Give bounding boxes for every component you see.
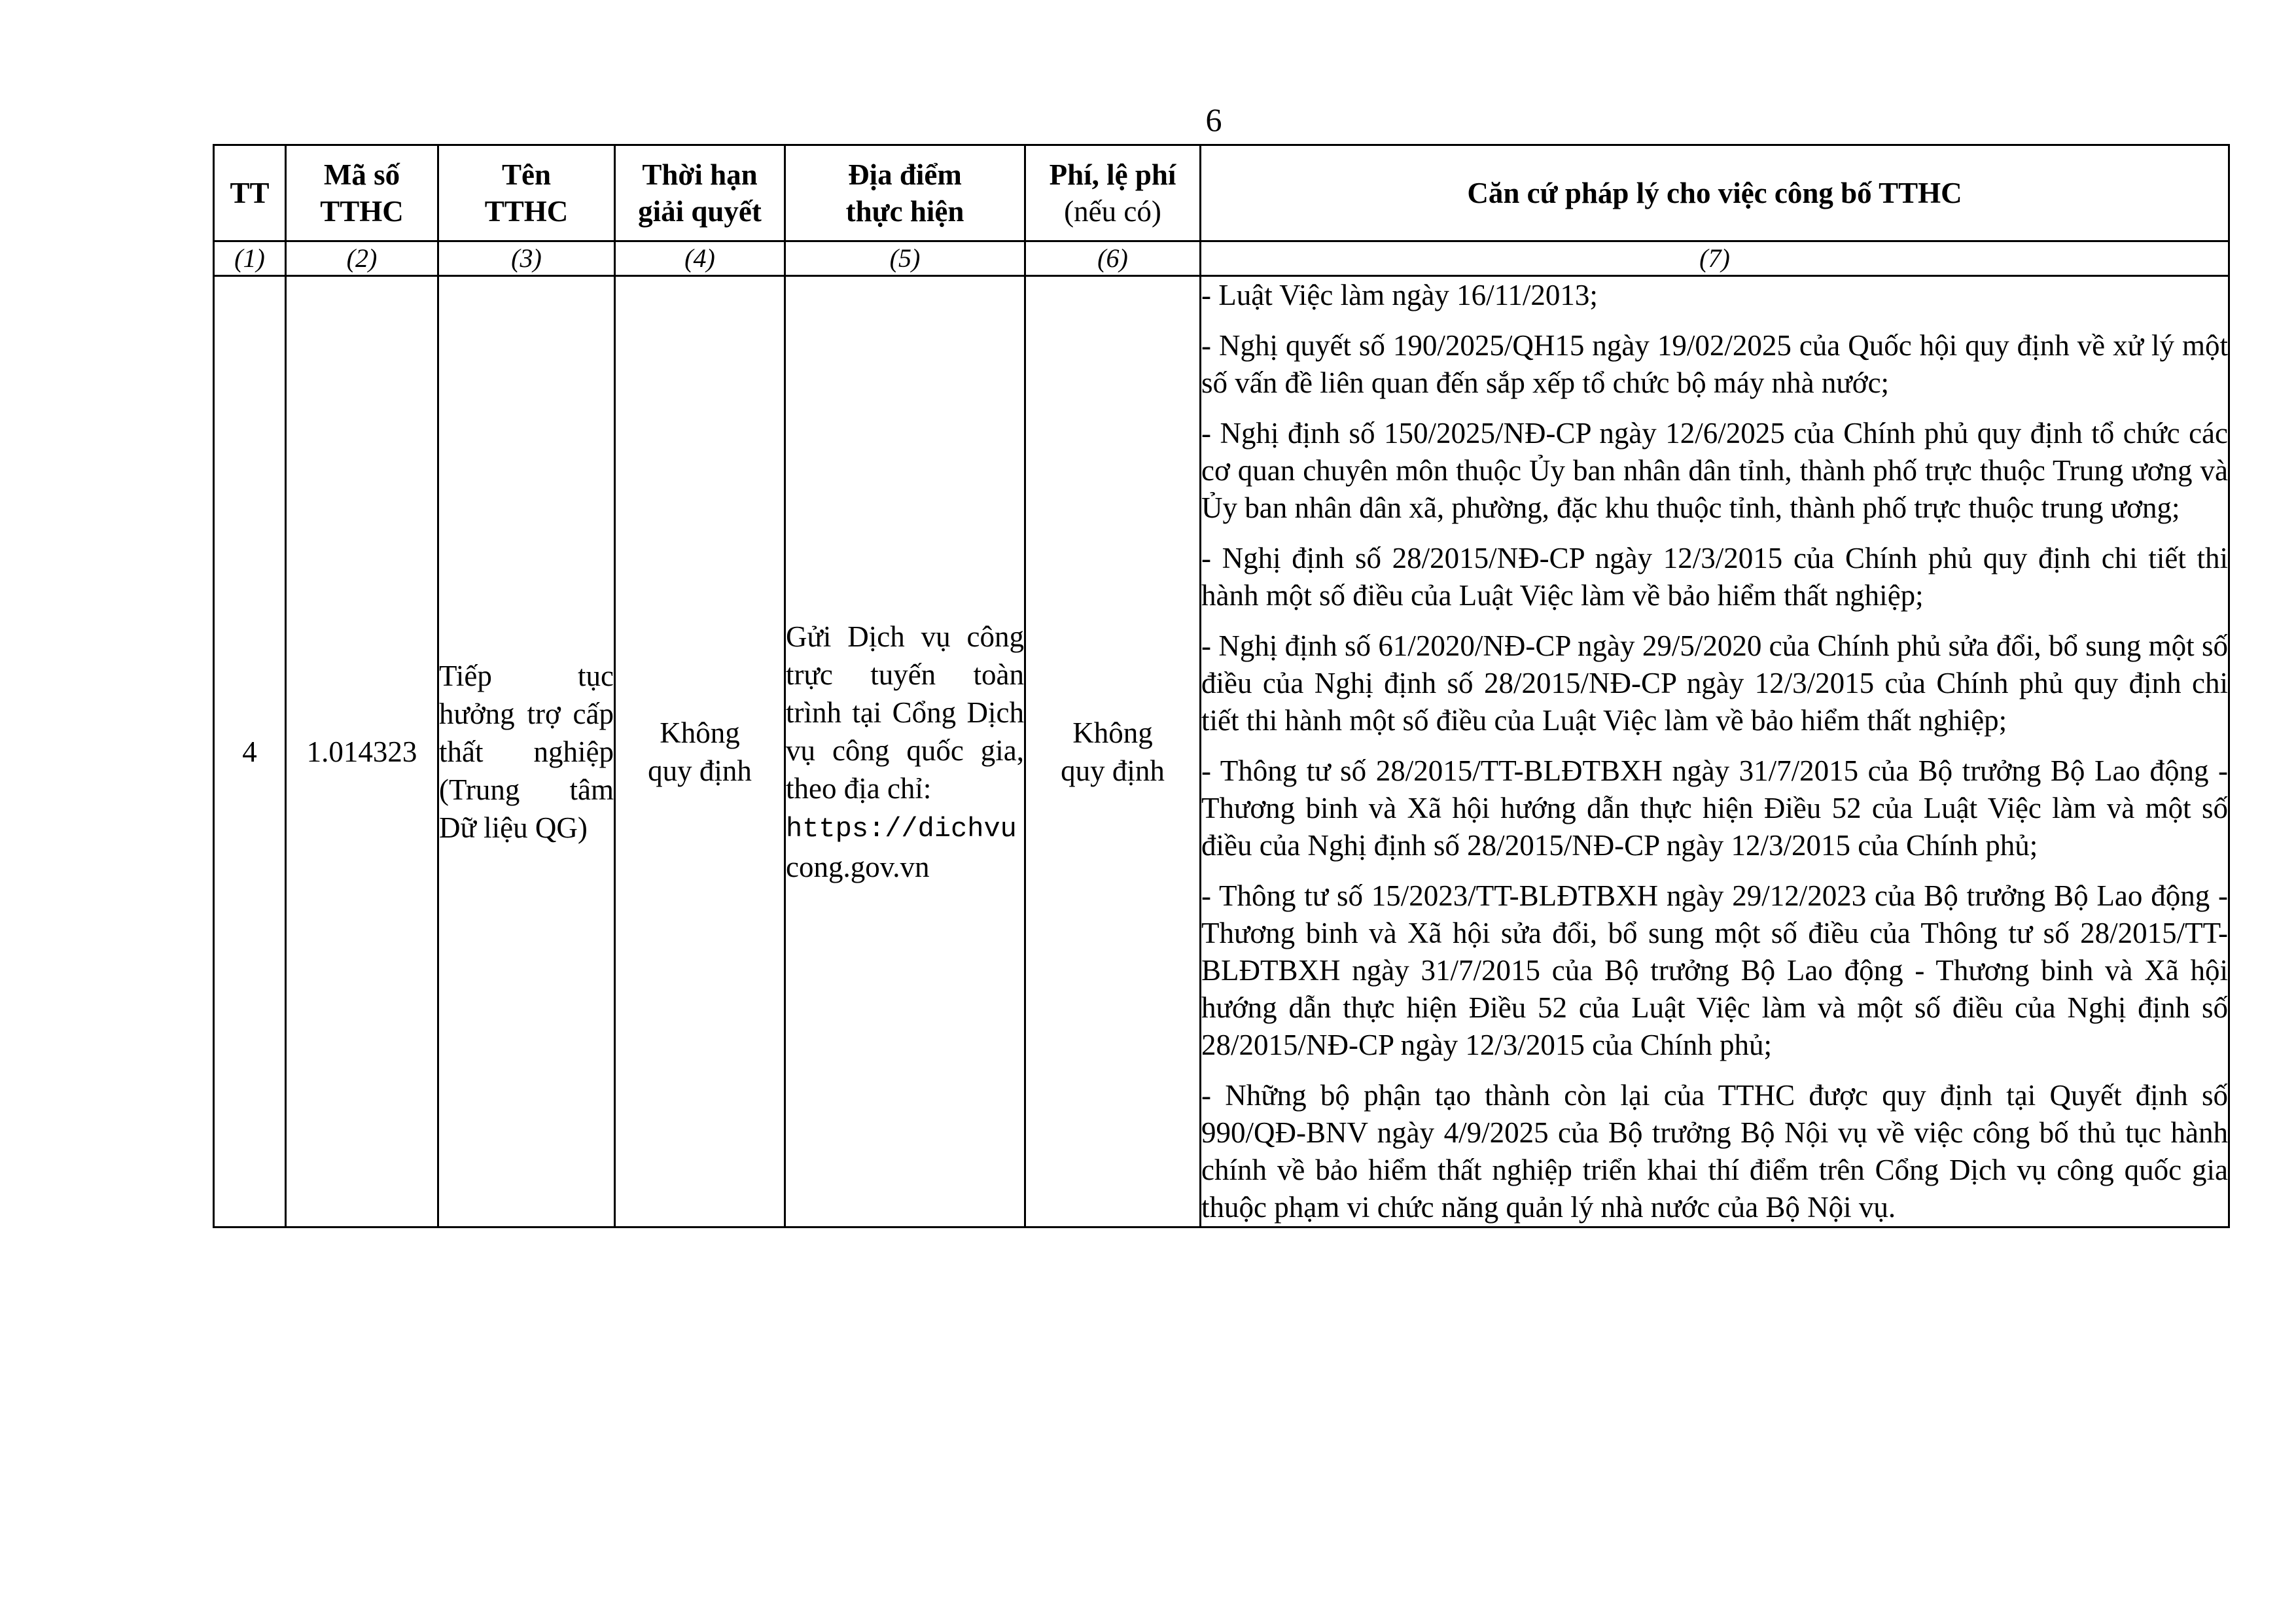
column-number: (1)	[214, 241, 286, 276]
row-procedure-code: 1.014323	[286, 276, 438, 1227]
page-number: 6	[1205, 101, 1222, 138]
header-tt: TT	[214, 145, 286, 241]
row-procedure-name: Tiếp tục hưởng trợ cấp thất nghiệp (Trung tâm Dữ liệu QG)	[438, 276, 615, 1227]
header-deadline: Thời hạn giải quyết	[615, 145, 785, 241]
legal-basis-item: - Nghị quyết số 190/2025/QH15 ngày 19/02/2025 của Quốc hội quy định về xử lý một số vấn đề liên quan đến sắp xếp tổ chức bộ máy nhà nước;	[1201, 329, 2228, 399]
header-procedure-code: Mã số TTHC	[286, 145, 438, 241]
header-row	[214, 145, 2229, 241]
column-number: (5)	[785, 241, 1025, 276]
location-url-continued: cong.gov.vn	[786, 850, 930, 883]
location-text: Gửi Dịch vụ công trực tuyến toàn trình tại Cổng Dịch vụ công quốc gia, theo địa chỉ:	[786, 620, 1024, 805]
legal-basis-item: - Thông tư số 28/2015/TT-BLĐTBXH ngày 31/7/2015 của Bộ trưởng Bộ Lao động - Thương binh và Xã hội hướng dẫn thực hiện Điều 52 của Luật Việc làm và một số điều của Nghị định số 28/2015/NĐ-CP ngày 12/3/2015 của Chính phủ;	[1201, 754, 2228, 862]
row-location	[785, 276, 1025, 1227]
row-fee: Không quy định	[1025, 276, 1201, 1227]
row-tt: 4	[214, 276, 286, 1227]
column-number: (4)	[615, 241, 785, 276]
location-url: https://dichvu	[786, 813, 1017, 845]
row-deadline: Không quy định	[615, 276, 785, 1227]
header-legal-basis: Căn cứ pháp lý cho việc công bố TTHC	[1201, 145, 2229, 241]
legal-basis-item: - Thông tư số 15/2023/TT-BLĐTBXH ngày 29/12/2023 của Bộ trưởng Bộ Lao động - Thương binh và Xã hội sửa đổi, bổ sung một số điều của Thông tư số 28/2015/TT-BLĐTBXH ngày 31/7/2015 của Bộ trưởng Bộ Lao động - Thương binh và Xã hội hướng dẫn thực hiện Điều 52 của Luật Việc làm và một số điều của Nghị định số 28/2015/NĐ-CP ngày 12/3/2015 của Chính phủ;	[1201, 879, 2228, 1061]
column-number: (3)	[438, 241, 615, 276]
legal-basis-item: - Luật Việc làm ngày 16/11/2013;	[1201, 279, 1598, 311]
header-procedure-name: Tên TTHC	[438, 145, 615, 241]
procedure-table	[213, 144, 2230, 1228]
column-number: (7)	[1201, 241, 2229, 276]
column-number: (2)	[286, 241, 438, 276]
legal-basis-item: - Nghị định số 150/2025/NĐ-CP ngày 12/6/2025 của Chính phủ quy định tổ chức các cơ quan chuyên môn thuộc Ủy ban nhân dân tỉnh, thành phố trực thuộc Trung ương và Ủy ban nhân dân xã, phường, đặc khu thuộc tỉnh, thành phố trực thuộc trung ương;	[1201, 417, 2228, 524]
legal-basis-item: - Những bộ phận tạo thành còn lại của TTHC được quy định tại Quyết định số 990/QĐ-BNV ngày 4/9/2025 của Bộ trưởng Bộ Nội vụ về việc công bố thủ tục hành chính về bảo hiểm thất nghiệp triển khai thí điểm trên Cổng Dịch vụ công quốc gia thuộc phạm vi chức năng quản lý nhà nước của Bộ Nội vụ.	[1201, 1079, 2228, 1224]
header-location: Địa điểm thực hiện	[785, 145, 1025, 241]
legal-basis-item: - Nghị định số 61/2020/NĐ-CP ngày 29/5/2020 của Chính phủ sửa đổi, bổ sung một số điều của Nghị định số 28/2015/NĐ-CP ngày 12/3/2015 của Chính phủ quy định chi tiết thi hành một số điều của Luật Việc làm về bảo hiểm thất nghiệp;	[1201, 629, 2228, 737]
legal-basis-item: - Nghị định số 28/2015/NĐ-CP ngày 12/3/2015 của Chính phủ quy định chi tiết thi hành một số điều của Luật Việc làm về bảo hiểm thất nghiệp;	[1201, 542, 2228, 612]
row-legal-basis	[1201, 276, 2229, 1227]
table-row	[214, 276, 2229, 1227]
column-number: (6)	[1025, 241, 1201, 276]
column-number-row	[214, 241, 2229, 276]
header-fee: Phí, lệ phí (nếu có)	[1025, 145, 1201, 241]
